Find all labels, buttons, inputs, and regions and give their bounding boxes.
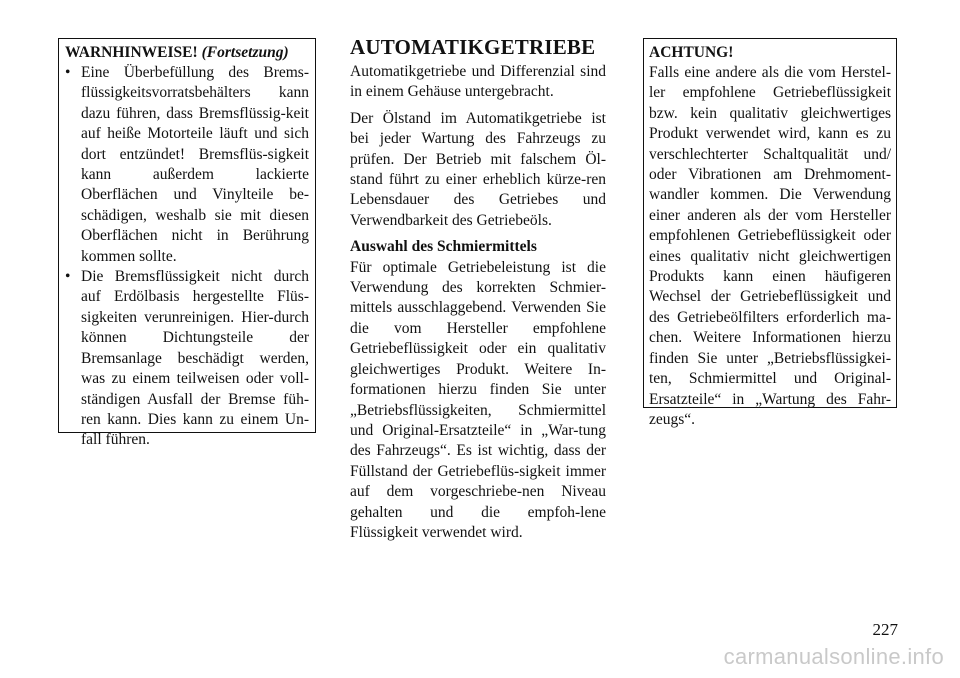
subsection-text: Für optimale Getriebeleistung ist die Verwendung des korrekten Schmier-mittels ausschlaggebend. Verwenden Sie die vom Hersteller empfohlene Getriebeflüssigkeit oder ein qualitativ gleichwertiges Produkt. Weitere In-formationen hierzu finden Sie unter „Betriebsflüssigkeiten, Schmiermittel und Original-Ersatzteile“ in „War-tung des Fahrzeugs“. Es ist wichtig, dass der Füllstand der Getriebeflüs-sigkeit immer auf dem vorgeschriebe-nen Niveau gehalten und die empfoh-lene Flüssigkeit verwendet wird.	[350, 258, 606, 541]
warning-continuation: (Fortsetzung)	[201, 44, 289, 61]
warning-list	[65, 63, 309, 451]
warning-box	[58, 38, 316, 449]
paragraph: Der Ölstand im Automatikgetriebe ist bei jeder Wartung des Fahrzeugs zu prüfen. Der Betrieb mit falschem Öl-stand führt zu einer erheblich kürze-ren Lebensdauer des Getriebes und Verwendbarkeit des Getriebeöls.	[350, 109, 606, 229]
warning-item: • Eine Überbefüllung des Brems-flüssigkeitsvorratsbehälters kann dazu führen, dass Bremsflüssig-keit auf heiße Motorteile läuft und sich dort entzündet! Bremsflüs-sigkeit kann außerdem lackierte Oberflächen und Vinylteile be-schädigen, weshalb sie mit diesen Oberflächen nicht in Berührung kommen sollte.	[65, 63, 309, 267]
paragraph: Automatikgetriebe und Differenzial sind in einem Gehäuse untergebracht.	[350, 63, 606, 101]
warning-item: • Die Bremsflüssigkeit nicht durch auf Erdölbasis hergestellte Flüs-sigkeiten verunreinigen. Hier-durch können Dichtungsteile der Bremsanlage beschädigt werden, was zu einem teilweisen oder voll-ständigen Ausfall der Bremse füh-ren kann. Dies kann zu einem Un-fall führen.	[65, 267, 309, 451]
watermark: carmanualsonline.info	[723, 644, 944, 669]
warning-title-text: WARNHINWEISE!	[65, 44, 198, 61]
section-title: AUTOMATIKGETRIEBE	[350, 35, 596, 59]
caution-box	[643, 38, 897, 428]
caution-title: ACHTUNG!	[649, 44, 734, 61]
page-number: 227	[872, 620, 898, 639]
main-column	[350, 34, 606, 549]
warning-title	[65, 43, 309, 63]
caution-text: Falls eine andere als die vom Herstel-ler empfohlene Getriebeflüssigkeit bzw. kein qualitativ gleichwertiges Produkt verwendet wird, kann es zu verschlechterter Schaltqualität und/ oder Vibrationen am Drehmoment-wandler kommen. Die Verwendung einer anderen als der vom Hersteller empfohlenen Getriebeflüssigkeit oder eines qualitativ nicht gleichwertigen Produkts kann einen häufigeren Wechsel der Getriebeflüssigkeit und des Getriebeölfilters erforderlich ma-chen. Weitere Informationen hierzu finden Sie unter „Betriebsflüssigkei-ten, Schmiermittel und Original-Ersatzteile“ in „Wartung des Fahr-zeugs“.	[649, 64, 891, 428]
subsection-title: Auswahl des Schmiermittels	[350, 238, 537, 256]
